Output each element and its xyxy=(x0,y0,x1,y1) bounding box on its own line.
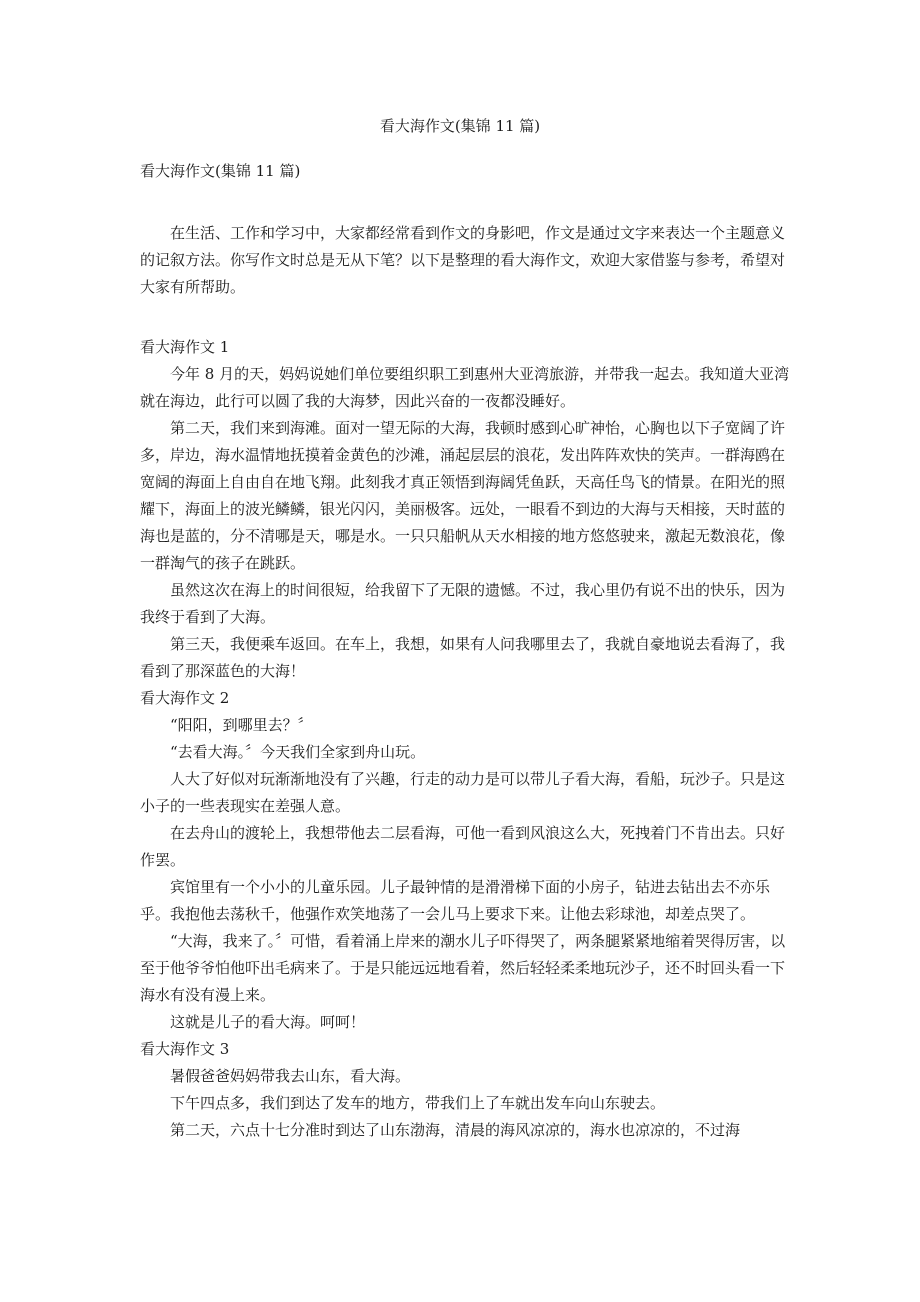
essay-2-paragraph: “去看大海。〞今天我们全家到舟山玩。 xyxy=(170,743,426,761)
document-subtitle: 看大海作文(集锦 11 篇) xyxy=(140,162,301,180)
essay-3-heading: 看大海作文 3 xyxy=(140,1040,230,1058)
spacer xyxy=(140,185,792,220)
essay-3-paragraph: 下午四点多，我们到达了发车的地方，带我们上了车就出发车向山东驶去。 xyxy=(170,1094,666,1112)
essay-1-paragraph: 第三天，我便乘车返回。在车上，我想，如果有人问我哪里去了，我就自豪地说去看海了，我看到了那深蓝色的大海！ xyxy=(140,635,786,680)
essay-1-paragraph: 今年 8 月的天，妈妈说她们单位要组织职工到惠州大亚湾旅游，并带我一起去。我知道大亚湾就在海边，此行可以圆了我的大海梦，因此兴奋的一夜都没睡好。 xyxy=(140,365,790,410)
essay-1-heading: 看大海作文 1 xyxy=(140,338,230,356)
essay-2-paragraph: 宾馆里有一个小小的儿童乐园。儿子最钟情的是滑滑梯下面的小房子，钻进去钻出去不亦乐乎。我抱他去荡秋千，他强作欢笑地荡了一会儿马上要求下来。让他去彩球池，却差点哭了。 xyxy=(140,878,771,923)
intro-paragraph: 在生活、工作和学习中，大家都经常看到作文的身影吧，作文是通过文字来表达一个主题意义的记叙方法。你写作文时总是无从下笔？以下是整理的看大海作文，欢迎大家借鉴与参考，希望对大家有所帮助。 xyxy=(140,224,786,296)
spacer xyxy=(140,301,792,334)
essay-1-paragraph: 虽然这次在海上的时间很短，给我留下了无限的遗憾。不过，我心里仍有说不出的快乐，因为我终于看到了大海。 xyxy=(140,581,786,626)
essay-2-paragraph: 人大了好似对玩渐渐地没有了兴趣，行走的动力是可以带儿子看大海，看船，玩沙子。只是这小子的一些表现实在差强人意。 xyxy=(140,770,786,815)
essay-2-paragraph: 在去舟山的渡轮上，我想带他去二层看海，可他一看到风浪这么大，死拽着门不肯出去。只好作罢。 xyxy=(140,824,786,869)
essay-2-paragraph: “阳阳，到哪里去？〞 xyxy=(170,716,313,734)
essay-3-paragraph: 第二天，六点十七分准时到达了山东渤海，清晨的海风凉凉的，海水也凉凉的，不过海 xyxy=(170,1121,741,1139)
essay-1-paragraph: 第二天，我们来到海滩。面对一望无际的大海，我顿时感到心旷神怡，心胸也以下子宽阔了许多，岸边，海水温情地抚摸着金黄色的沙滩，涌起层层的浪花，发出阵阵欢快的笑声。一群海鸥在宽阔的海面上自由自在地飞翔。此刻我才真正领悟到海阔凭鱼跃，天高任鸟飞的情景。在阳光的照耀下，海面上的波光鳞鳞，银光闪闪，美丽极客。远处，一眼看不到边的大海与天相接，天时蓝的海也是蓝的，分不清哪是天，哪是水。一只只船帆从天水相接的地方悠悠驶来，激起无数浪花，像一群淘气的孩子在跳跃。 xyxy=(140,419,786,572)
essay-2-paragraph: “大海，我来了。〞可惜，看着涌上岸来的潮水儿子吓得哭了，两条腿紧紧地缩着哭得厉害，以至于他爷爷怕他吓出毛病来了。于是只能远远地看着，然后轻轻柔柔地玩沙子，还不时回头看一下海水有没有漫上来。 xyxy=(140,932,786,1004)
page-title: 看大海作文(集锦 11 篇) xyxy=(379,117,541,135)
essay-2-paragraph: 这就是儿子的看大海。呵呵！ xyxy=(170,1013,366,1031)
essay-3-paragraph: 暑假爸爸妈妈带我去山东，看大海。 xyxy=(170,1067,411,1085)
essay-2-heading: 看大海作文 2 xyxy=(140,689,230,707)
document-body xyxy=(140,158,792,1144)
